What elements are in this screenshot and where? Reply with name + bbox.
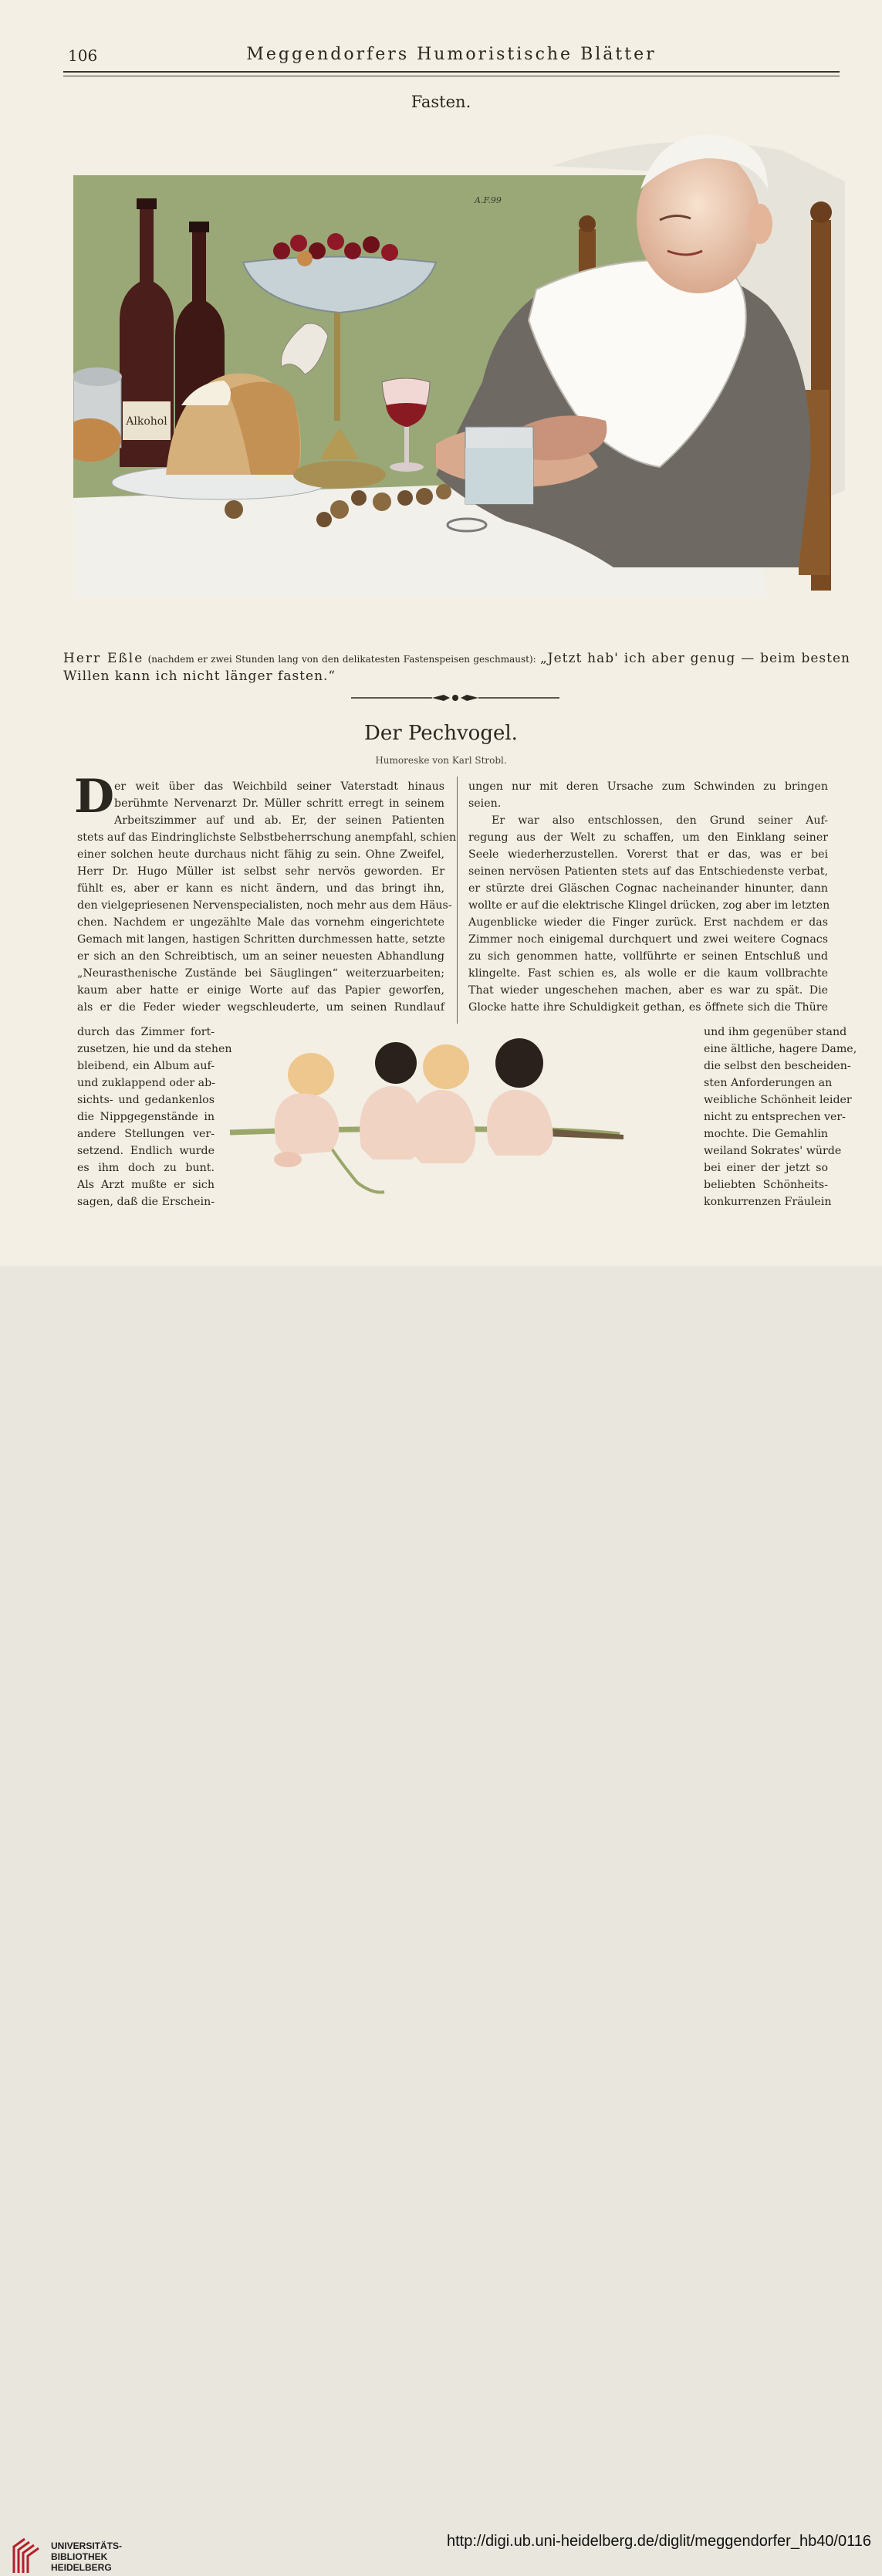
child-3 xyxy=(410,1044,475,1163)
text-line: konkurrenzen Fräulein xyxy=(704,1196,832,1208)
library-name-line: HEIDELBERG xyxy=(51,2562,112,2573)
text-line: Gemach mit langen, hastigen Schritten durchmessen hatte, setzte xyxy=(77,933,445,946)
text-line: seinen nervösen Patienten stets auf das Entschiedenste verbat, xyxy=(468,865,828,878)
text-line: bei einer der jetzt so xyxy=(704,1162,828,1174)
text-line: Glocke hatte ihre Schuldigkeit gethan, es öffnete sich die Thüre xyxy=(468,1001,828,1014)
text-line: Er war also entschlossen, den Grund seiner Auf- xyxy=(492,814,828,827)
story-byline: Humoreske von Karl Strobl. xyxy=(375,755,507,766)
page-number: 106 xyxy=(68,46,98,65)
illustration-caption xyxy=(63,650,850,685)
text-line: setzend. Endlich wurde xyxy=(77,1145,215,1157)
text-line: andere Stellungen ver- xyxy=(77,1128,215,1140)
story-title: Der Pechvogel. xyxy=(364,722,518,745)
text-line: sichts- und gedankenlos xyxy=(77,1094,215,1106)
story-left-narrow xyxy=(77,1024,232,1210)
caption-quote: „Jetzt hab' ich aber genug — beim besten xyxy=(539,651,850,666)
text-line: fühlt es, aber er kann es nicht ändern, und das bringt ihn, xyxy=(77,882,444,895)
text-line: Herr Dr. Hugo Müller ist selbst sehr nervös geworden. Er xyxy=(77,865,444,878)
text-line: und ihm gegenüber stand xyxy=(704,1026,847,1038)
text-line: nicht zu entsprechen ver- xyxy=(704,1111,846,1123)
text-line: Arbeitszimmer auf und ab. Er, der seinen Patienten xyxy=(114,814,444,827)
text-line: chen. Nachdem er ungezählte Male das vornehm eingerichtete xyxy=(77,916,444,929)
text-line: Augenblicke wieder die Finger zurück. Erst nachdem er das xyxy=(468,916,828,929)
child-1 xyxy=(274,1053,339,1167)
section-title: Fasten. xyxy=(411,93,471,111)
library-name-line: BIBLIOTHEK xyxy=(51,2551,108,2562)
text-line: es ihm doch zu bunt. xyxy=(77,1162,215,1174)
text-line: stets auf das Eindringlichste Selbstbeherrschung anempfahl, schien xyxy=(77,831,457,844)
story-right-narrow xyxy=(704,1024,857,1210)
text-line: zu sich genommen hatte, vollführte er seinen Entschluß und xyxy=(468,950,828,963)
ornamental-divider xyxy=(351,690,559,706)
fasting-illustration xyxy=(73,135,845,598)
text-line: berühmte Nervenarzt Dr. Müller schritt erregt in seinem xyxy=(114,797,444,810)
header-rule xyxy=(63,71,840,73)
library-logo-icon[interactable] xyxy=(11,2536,45,2576)
column-divider xyxy=(457,777,458,1024)
text-line: durch das Zimmer fort- xyxy=(77,1026,215,1038)
text-line: eine ältliche, hagere Dame, xyxy=(704,1043,857,1055)
library-name[interactable] xyxy=(51,2540,122,2573)
jar-and-bread xyxy=(73,367,122,462)
text-line: That wieder ungeschehen machen, aber es war zu spät. Die xyxy=(468,984,828,997)
text-line: sten Anforderungen an xyxy=(704,1077,833,1089)
text-line: den vielgepriesenen Nervenspecialisten, noch mehr aus dem Häus- xyxy=(77,899,452,912)
drop-cap: D xyxy=(74,770,115,824)
text-line: Seele wiederherzustellen. Vorerst that er das, was er bei xyxy=(468,848,828,861)
text-line: die selbst den bescheiden- xyxy=(704,1060,851,1072)
text-line: bleibend, ein Album auf- xyxy=(77,1060,215,1072)
child-4 xyxy=(487,1038,553,1156)
text-line: regung aus der Welt zu schaffen, um den Einklang seiner xyxy=(468,831,828,844)
running-header xyxy=(63,42,840,73)
text-line: die Nippgegenstände in xyxy=(77,1111,215,1123)
text-line: er sich an den Schreibtisch, um an seiner neuesten Abhandlung xyxy=(77,950,444,963)
library-name-line: UNIVERSITÄTS- xyxy=(51,2540,123,2551)
text-line: „Neurasthenische Zustände bei Säuglingen“ weiterzuarbeiten; xyxy=(77,967,444,980)
story-right-column xyxy=(468,778,828,1016)
bottle-label: Alkohol xyxy=(126,415,167,428)
caption-speaker: Herr Eßle xyxy=(63,651,144,666)
text-line: seien. xyxy=(468,797,502,810)
text-line: er stürzte drei Gläschen Cognac nacheinander hinunter, dann xyxy=(468,882,828,895)
caption-quote-end: Willen kann ich nicht länger fasten.“ xyxy=(63,669,336,684)
text-line: kaum aber hatte er einige Worte auf das Papier geworfen, xyxy=(77,984,444,997)
text-line: sagen, daß die Erschein- xyxy=(77,1196,215,1208)
text-line: wollte er auf die elektrische Klingel drücken, zog aber im letzten xyxy=(468,899,830,912)
text-line: einer solchen heute durchaus nicht fähig zu sein. Ohne Zweifel, xyxy=(77,848,444,861)
text-line: weiland Sokrates' würde xyxy=(704,1145,842,1157)
text-line: er weit über das Weichbild seiner Vaterstadt hinaus xyxy=(114,780,444,793)
viewer-footer xyxy=(0,1266,882,2573)
text-line: mochte. Die Gemahlin xyxy=(704,1128,828,1140)
text-line: Als Arzt mußte er sich xyxy=(77,1179,215,1191)
text-line: zusetzen, hie und da stehen xyxy=(77,1043,232,1055)
artist-signature: A.F.99 xyxy=(475,195,502,205)
children-on-branch-illustration xyxy=(222,1028,685,1206)
text-line: und zuklappend oder ab- xyxy=(77,1077,216,1089)
story-left-column xyxy=(77,778,457,1016)
text-line: beliebten Schönheits- xyxy=(704,1179,828,1191)
source-url-link[interactable]: http://digi.ub.uni-heidelberg.de/diglit/meggendorfer_hb40/0116 xyxy=(446,2533,871,2550)
text-line: klingelte. Fast schien es, als wolle er die kaum vollbrachte xyxy=(468,967,828,980)
text-line: Zimmer noch einigemal durchquert und zwei weitere Cognacs xyxy=(468,933,828,946)
caption-parenthetical: (nachdem er zwei Stunden lang von den delikatesten Fastenspeisen geschmaust): xyxy=(147,654,536,665)
journal-title: Meggendorfers Humoristische Blätter xyxy=(246,45,657,64)
text-line: ungen nur mit deren Ursache zum Schwinden zu bringen xyxy=(468,780,828,793)
page-sheet xyxy=(0,0,882,1266)
text-line: als er die Feder wieder wegschleuderte, um seinen Rundlauf xyxy=(77,1001,444,1014)
text-line: weibliche Schönheit leider xyxy=(704,1094,852,1106)
